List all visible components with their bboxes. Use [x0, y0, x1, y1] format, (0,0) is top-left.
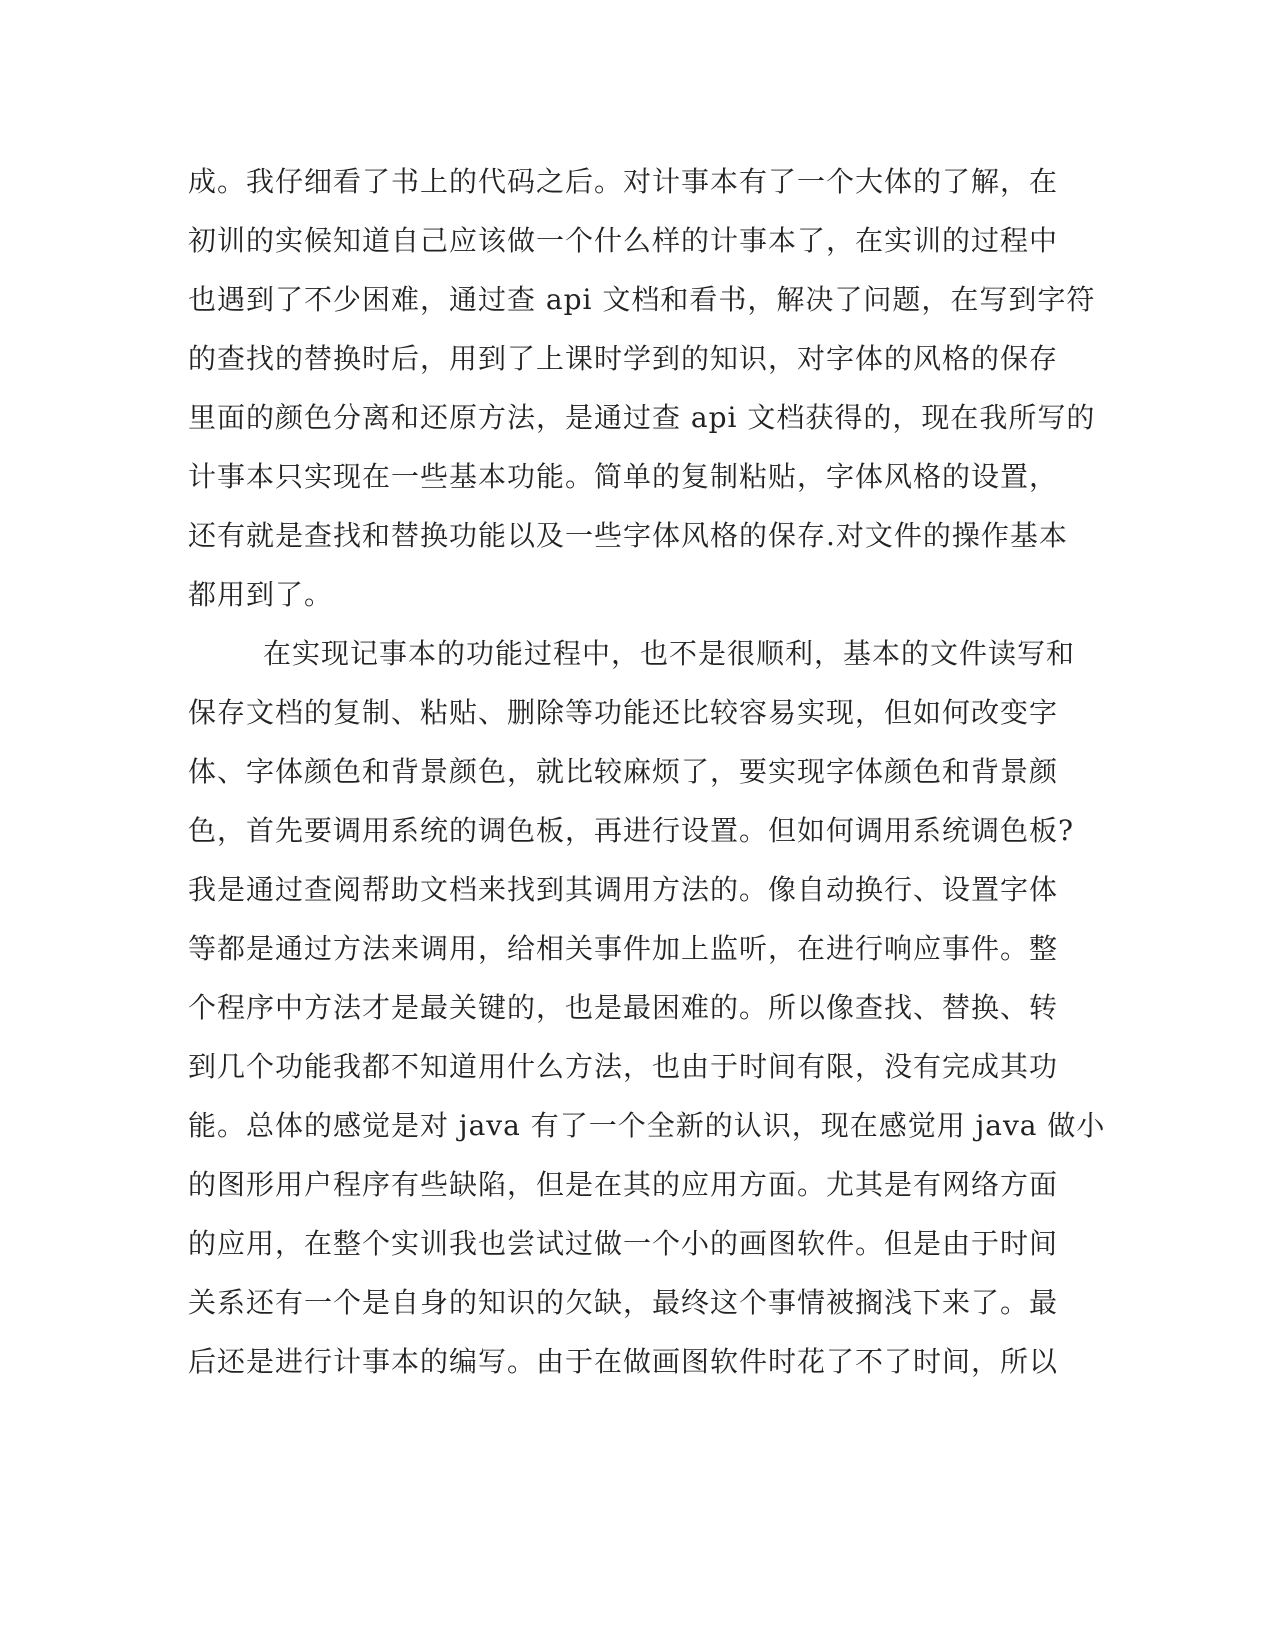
- text-line: 后还是进行计事本的编写。由于在做画图软件时花了不了时间，所以: [188, 1345, 1059, 1378]
- text-line: 计事本只实现在一些基本功能。简单的复制粘贴，字体风格的设置，: [188, 460, 1059, 493]
- text-line: 体、字体颜色和背景颜色，就比较麻烦了，要实现字体颜色和背景颜: [188, 755, 1059, 788]
- text-line: 到几个功能我都不知道用什么方法，也由于时间有限，没有完成其功: [188, 1050, 1059, 1083]
- text-line: 我是通过查阅帮助文档来找到其调用方法的。像自动换行、设置字体: [188, 873, 1059, 906]
- text-line: 个程序中方法才是最关键的，也是最困难的。所以像查找、替换、转: [188, 991, 1059, 1024]
- text-line: 成。我仔细看了书上的代码之后。对计事本有了一个大体的了解，在: [188, 165, 1059, 198]
- text-line: 能。总体的感觉是对 java 有了一个全新的认识，现在感觉用 java 做小: [188, 1109, 1106, 1142]
- text-line: 都用到了。: [188, 578, 334, 611]
- paragraph-first-line: 在实现记事本的功能过程中，也不是很顺利，基本的文件读写和: [263, 637, 1076, 670]
- text-line: 保存文档的复制、粘贴、删除等功能还比较容易实现，但如何改变字: [188, 696, 1059, 729]
- text-line: 里面的颜色分离和还原方法，是通过查 api 文档获得的，现在我所写的: [188, 401, 1096, 434]
- text-line: 的图形用户程序有些缺陷，但是在其的应用方面。尤其是有网络方面: [188, 1168, 1059, 1201]
- text-line: 的查找的替换时后，用到了上课时学到的知识，对字体的风格的保存: [188, 342, 1059, 375]
- text-line: 还有就是查找和替换功能以及一些字体风格的保存.对文件的操作基本: [188, 519, 1068, 552]
- text-line: 色，首先要调用系统的调色板，再进行设置。但如何调用系统调色板?: [188, 814, 1075, 847]
- text-line: 也遇到了不少困难，通过查 api 文档和看书，解决了问题，在写到字符: [188, 283, 1096, 316]
- text-line: 的应用，在整个实训我也尝试过做一个小的画图软件。但是由于时间: [188, 1227, 1059, 1260]
- text-line: 关系还有一个是自身的知识的欠缺，最终这个事情被搁浅下来了。最: [188, 1286, 1059, 1319]
- text-line: 初训的实候知道自己应该做一个什么样的计事本了，在实训的过程中: [188, 224, 1059, 257]
- text-line: 等都是通过方法来调用，给相关事件加上监听，在进行响应事件。整: [188, 932, 1059, 965]
